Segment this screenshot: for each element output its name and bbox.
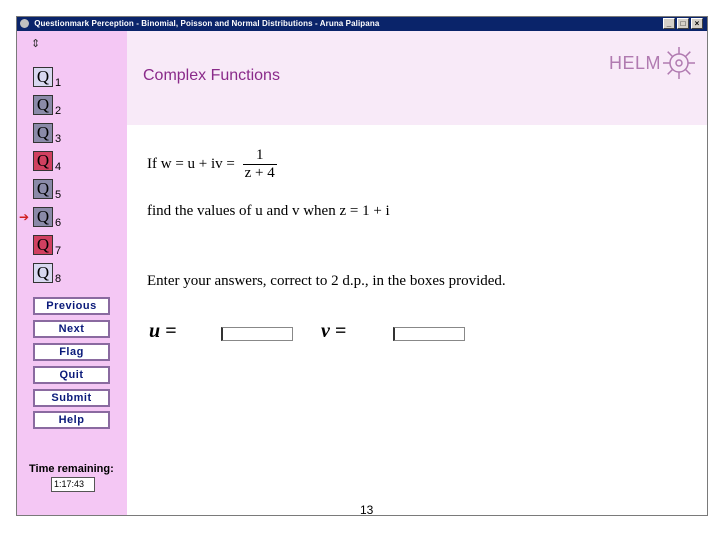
header [127,31,707,125]
question-q-icon[interactable]: Q [33,67,53,87]
question-q-icon[interactable]: Q [33,263,53,283]
hand-pointer-icon[interactable]: ⇕ [31,38,41,50]
help-button[interactable]: Help [33,411,110,429]
next-button[interactable]: Next [33,320,110,338]
equation-fraction [243,147,277,182]
equation-prefix: If w = u + iv = [147,155,235,172]
answer-instruction: Enter your answers, correct to 2 d.p., in the boxes provided. [147,273,506,289]
window-controls [663,18,703,29]
question-number: 5 [55,189,62,201]
question-q-icon[interactable]: Q [33,179,53,199]
previous-button[interactable]: Previous [33,297,110,315]
time-remaining-label: Time remaining: [29,463,114,475]
title-bar [17,17,707,31]
question-item-7[interactable] [33,235,83,259]
helm-logo [609,45,697,81]
question-content [127,125,707,515]
question-number: 1 [55,77,62,89]
fraction-numerator: 1 [255,147,264,163]
question-item-4[interactable] [33,151,83,175]
page-title: Complex Functions [143,67,280,84]
app-icon [20,19,29,28]
question-item-2[interactable] [33,95,83,119]
question-item-8[interactable] [33,263,83,287]
flag-button[interactable]: Flag [33,343,110,361]
question-number: 8 [55,273,62,285]
page-number: 13 [360,503,374,517]
time-remaining-value: 1:17:43 [51,477,95,492]
minimize-button[interactable]: _ [663,18,675,29]
question-number: 3 [55,133,62,145]
question-q-icon[interactable]: Q [33,207,53,227]
question-number: 7 [55,245,62,257]
quit-button[interactable]: Quit [33,366,110,384]
question-item-1[interactable] [33,67,83,91]
submit-button[interactable]: Submit [33,389,110,407]
logo-text: HELM [608,52,661,73]
question-item-6[interactable] [19,207,83,231]
u-answer-input[interactable] [221,327,293,341]
v-label: v = [321,320,347,342]
u-label: u = [149,320,177,342]
app-window [16,16,708,516]
maximize-button[interactable]: □ [677,18,689,29]
question-condition: find the values of u and v when z = 1 + i [147,203,390,219]
question-q-icon[interactable]: Q [33,151,53,171]
v-answer-input[interactable] [393,327,465,341]
gear-logo-icon [661,45,697,81]
question-number: 2 [55,105,62,117]
question-q-icon[interactable]: Q [33,123,53,143]
question-number: 4 [55,161,62,173]
window-title: Questionmark Perception - Binomial, Poisson and Normal Distributions - Aruna Palipana [34,19,380,28]
question-item-5[interactable] [33,179,83,203]
current-question-arrow-icon: ➔ [19,210,30,224]
fraction-denominator: z + 4 [244,165,275,181]
question-q-icon[interactable]: Q [33,235,53,255]
question-equation [147,147,277,182]
close-button[interactable]: × [691,18,703,29]
question-q-icon[interactable]: Q [33,95,53,115]
question-item-3[interactable] [33,123,83,147]
question-number: 6 [55,217,62,229]
sidebar [17,31,127,515]
